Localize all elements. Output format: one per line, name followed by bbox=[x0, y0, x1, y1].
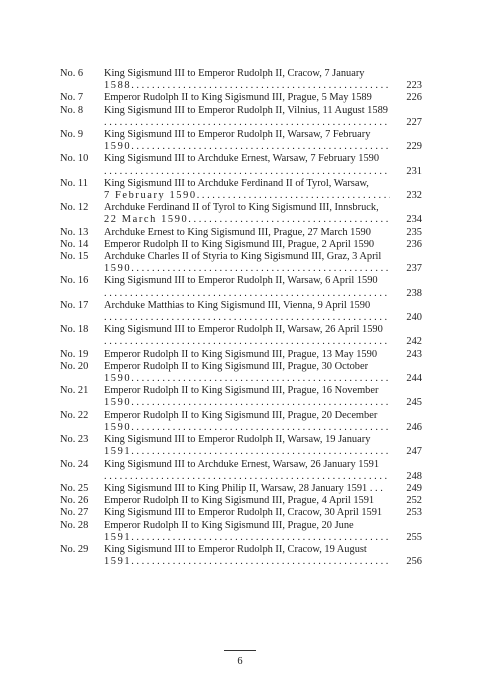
entry-title-line: 1590 bbox=[104, 373, 132, 385]
entry-title bbox=[104, 275, 390, 299]
entry-page: 231 bbox=[406, 165, 422, 177]
entry-title-line: Emperor Rudolph II to King Sigismund III, Prague, 2 April 1590 bbox=[104, 238, 375, 250]
entry-title-line: King Sigismund III to Emperor Rudolph II, Cracow, 19 August bbox=[104, 543, 367, 555]
entry-title bbox=[104, 459, 390, 483]
toc-entry bbox=[60, 434, 422, 458]
entry-title-line: 1588 bbox=[104, 80, 132, 92]
entry-page: 229 bbox=[406, 141, 422, 153]
entry-number: No. 17 bbox=[60, 299, 89, 311]
toc-entry bbox=[60, 92, 422, 104]
entry-title-line: King Sigismund III to Emperor Rudolph II, Warsaw, 7 February bbox=[104, 129, 371, 141]
entry-title bbox=[104, 105, 390, 129]
toc-entry bbox=[60, 105, 422, 129]
entry-leader-line bbox=[104, 373, 390, 385]
entry-title-line: 1591 bbox=[104, 556, 132, 568]
entry-title-line: 1591 bbox=[104, 531, 132, 543]
footer-rule bbox=[224, 650, 256, 651]
entry-title-line: King Sigismund III to King Philip II, Warsaw, 28 January 1591 . . . bbox=[104, 482, 383, 494]
entry-page: 252 bbox=[406, 495, 422, 507]
toc-entry bbox=[60, 483, 422, 495]
toc-entry bbox=[60, 68, 422, 92]
entry-title-line: Emperor Rudolph II to King Sigismund III, Prague, 20 June bbox=[104, 519, 354, 531]
entry-title bbox=[104, 202, 390, 226]
entry-title bbox=[104, 385, 390, 409]
entry-title-line: 1590 bbox=[104, 421, 132, 433]
entry-leader-line bbox=[104, 446, 390, 458]
entry-number: No. 15 bbox=[60, 251, 89, 263]
entry-page: 255 bbox=[406, 531, 422, 543]
toc-entry bbox=[60, 349, 422, 361]
entry-title-line: 1590 bbox=[104, 397, 132, 409]
entry-number: No. 7 bbox=[60, 92, 84, 104]
table-of-contents bbox=[60, 68, 422, 568]
entry-number: No. 21 bbox=[60, 385, 89, 397]
entry-leader-line bbox=[104, 397, 390, 409]
entry-page: 243 bbox=[406, 348, 422, 360]
entry-title-line: 7 February 1590 bbox=[104, 190, 197, 202]
toc-entry bbox=[60, 410, 422, 434]
entry-number: No. 26 bbox=[60, 495, 89, 507]
toc-entry bbox=[60, 251, 422, 275]
entry-title bbox=[104, 129, 390, 153]
toc-entry bbox=[60, 227, 422, 239]
entry-page: 235 bbox=[406, 226, 422, 238]
entry-number: No. 9 bbox=[60, 129, 84, 141]
toc-entry bbox=[60, 361, 422, 385]
entry-title-line: 1590 bbox=[104, 141, 132, 153]
toc-entry bbox=[60, 275, 422, 299]
entry-title-line: Emperor Rudolph II to King Sigismund III, Prague, 16 November bbox=[104, 385, 379, 397]
entry-page: 240 bbox=[406, 312, 422, 324]
entry-title bbox=[104, 300, 390, 324]
entry-title bbox=[104, 239, 390, 251]
toc-entry bbox=[60, 507, 422, 519]
entry-number: No. 23 bbox=[60, 434, 89, 446]
entry-number: No. 13 bbox=[60, 226, 89, 238]
toc-entry bbox=[60, 153, 422, 177]
entry-leader-line bbox=[104, 190, 390, 202]
toc-entry bbox=[60, 202, 422, 226]
entry-title-line: Archduke Ferdinand II of Tyrol to King Sigismund III, Innsbruck, bbox=[104, 202, 379, 214]
entry-number: No. 27 bbox=[60, 507, 89, 519]
entry-title-line: Emperor Rudolph II to King Sigismund III, Prague, 5 May 1589 bbox=[104, 92, 372, 104]
entry-page: 223 bbox=[406, 80, 422, 92]
toc-entry bbox=[60, 520, 422, 544]
entry-title bbox=[104, 92, 390, 104]
entry-page: 246 bbox=[406, 421, 422, 433]
entry-title-line: Emperor Rudolph II to King Sigismund III, Prague, 30 October bbox=[104, 360, 369, 372]
entry-number: No. 29 bbox=[60, 543, 89, 555]
entry-title bbox=[104, 251, 390, 275]
entry-leader-line bbox=[104, 214, 390, 226]
entry-title bbox=[104, 324, 390, 348]
entry-leader-line bbox=[104, 166, 390, 178]
entry-title bbox=[104, 361, 390, 385]
entry-title bbox=[104, 520, 390, 544]
entry-leader-line bbox=[104, 422, 390, 434]
entry-number: No. 25 bbox=[60, 482, 89, 494]
entry-title bbox=[104, 495, 390, 507]
entry-title-line: Archduke Matthias to King Sigismund III, Vienna, 9 April 1590 bbox=[104, 299, 371, 311]
entry-title-line: King Sigismund III to Emperor Rudolph II, Warsaw, 19 January bbox=[104, 434, 371, 446]
entry-page: 245 bbox=[406, 397, 422, 409]
toc-entry bbox=[60, 495, 422, 507]
entry-page: 249 bbox=[406, 482, 422, 494]
entry-number: No. 11 bbox=[60, 177, 88, 189]
entry-page: 248 bbox=[406, 470, 422, 482]
entry-title-line: King Sigismund III to Archduke Ferdinand II of Tyrol, Warsaw, bbox=[104, 177, 369, 189]
entry-title bbox=[104, 507, 390, 519]
entry-page: 256 bbox=[406, 556, 422, 568]
entry-number: No. 12 bbox=[60, 202, 89, 214]
entry-leader-line bbox=[104, 263, 390, 275]
entry-leader-line bbox=[104, 117, 390, 129]
entry-number: No. 18 bbox=[60, 324, 89, 336]
entry-page: 227 bbox=[406, 116, 422, 128]
entry-title-line: 1590 bbox=[104, 263, 132, 275]
entry-leader-line bbox=[104, 288, 390, 300]
entry-title bbox=[104, 544, 390, 568]
entry-page: 232 bbox=[406, 190, 422, 202]
entry-page: 253 bbox=[406, 507, 422, 519]
entry-title bbox=[104, 227, 390, 239]
toc-entry bbox=[60, 178, 422, 202]
entry-title-line: King Sigismund III to Emperor Rudolph II, Warsaw, 6 April 1590 bbox=[104, 275, 378, 287]
toc-entry bbox=[60, 239, 422, 251]
entry-number: No. 10 bbox=[60, 153, 89, 165]
entry-title-line: King Sigismund III to Archduke Ernest, Warsaw, 7 February 1590 bbox=[104, 153, 380, 165]
entry-title bbox=[104, 483, 390, 495]
entry-number: No. 24 bbox=[60, 458, 89, 470]
entry-number: No. 22 bbox=[60, 409, 89, 421]
entry-number: No. 19 bbox=[60, 348, 89, 360]
entry-title-line: King Sigismund III to Archduke Ernest, Warsaw, 26 January 1591 bbox=[104, 458, 380, 470]
toc-entry bbox=[60, 324, 422, 348]
entry-number: No. 6 bbox=[60, 68, 84, 79]
entry-title bbox=[104, 153, 390, 177]
entry-title-line: Emperor Rudolph II to King Sigismund III, Prague, 20 December bbox=[104, 409, 378, 421]
entry-page: 244 bbox=[406, 373, 422, 385]
entry-page: 242 bbox=[406, 336, 422, 348]
entry-page: 236 bbox=[406, 238, 422, 250]
entry-title-line: Emperor Rudolph II to King Sigismund III, Prague, 4 April 1591 bbox=[104, 495, 375, 507]
entry-title-line: Emperor Rudolph II to King Sigismund III, Prague, 13 May 1590 bbox=[104, 348, 378, 360]
entry-number: No. 8 bbox=[60, 104, 84, 116]
toc-entry bbox=[60, 459, 422, 483]
entry-title-line: Archduke Ernest to King Sigismund III, Prague, 27 March 1590 bbox=[104, 226, 371, 238]
entry-page: 247 bbox=[406, 446, 422, 458]
entry-title-line: King Sigismund III to Emperor Rudolph II, Cracow, 7 January bbox=[104, 68, 365, 79]
entry-title bbox=[104, 68, 390, 92]
entry-page: 226 bbox=[406, 92, 422, 104]
entry-leader-line bbox=[104, 471, 390, 483]
entry-title-line: King Sigismund III to Emperor Rudolph II, Cracow, 30 April 1591 bbox=[104, 507, 383, 519]
entry-page: 238 bbox=[406, 287, 422, 299]
entry-title-line: 1591 bbox=[104, 446, 132, 458]
toc-entry bbox=[60, 385, 422, 409]
entry-title bbox=[104, 434, 390, 458]
entry-number: No. 20 bbox=[60, 360, 89, 372]
entry-title-line: King Sigismund III to Emperor Rudolph II, Warsaw, 26 April 1590 bbox=[104, 324, 383, 336]
entry-title bbox=[104, 178, 390, 202]
entry-title bbox=[104, 349, 390, 361]
entry-leader-line bbox=[104, 556, 390, 568]
toc-entry bbox=[60, 300, 422, 324]
entry-title-line: King Sigismund III to Emperor Rudolph II, Vilnius, 11 August 1589 bbox=[104, 104, 388, 116]
entry-page: 237 bbox=[406, 263, 422, 275]
entry-leader-line bbox=[104, 336, 390, 348]
entry-leader-line bbox=[104, 80, 390, 92]
page-number: 6 bbox=[237, 656, 243, 667]
entry-title-line: Archduke Charles II of Styria to King Sigismund III, Graz, 3 April bbox=[104, 251, 382, 263]
entry-number: No. 16 bbox=[60, 275, 89, 287]
toc-entry bbox=[60, 129, 422, 153]
entry-title bbox=[104, 410, 390, 434]
entry-leader-line bbox=[104, 312, 390, 324]
entry-leader-line bbox=[104, 532, 390, 544]
entry-number: No. 14 bbox=[60, 238, 89, 250]
entry-title-line: 22 March 1590 bbox=[104, 214, 189, 226]
toc-entry bbox=[60, 544, 422, 568]
entry-number: No. 28 bbox=[60, 519, 89, 531]
entry-leader-line bbox=[104, 141, 390, 153]
entry-page: 234 bbox=[406, 214, 422, 226]
